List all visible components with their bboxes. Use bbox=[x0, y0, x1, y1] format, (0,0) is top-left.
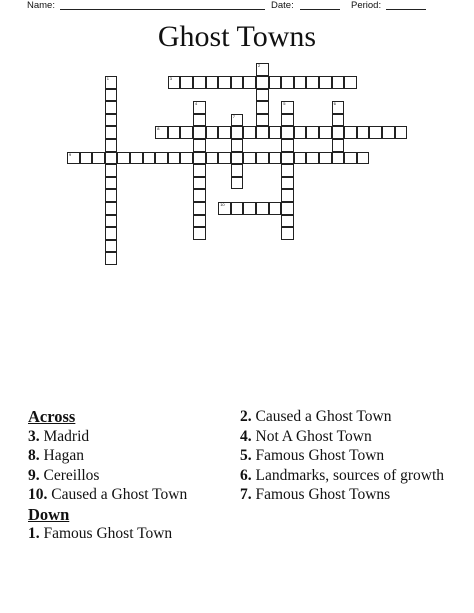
crossword-cell[interactable] bbox=[281, 139, 294, 152]
crossword-cell[interactable] bbox=[281, 76, 294, 89]
crossword-cell[interactable] bbox=[256, 101, 269, 114]
crossword-cell[interactable] bbox=[256, 126, 269, 139]
crossword-cell[interactable] bbox=[193, 101, 206, 114]
crossword-cell[interactable] bbox=[281, 202, 294, 215]
clue-number: 8. bbox=[28, 447, 40, 464]
crossword-cell[interactable] bbox=[369, 126, 382, 139]
crossword-cell[interactable] bbox=[281, 164, 294, 177]
crossword-cell[interactable] bbox=[193, 164, 206, 177]
crossword-cell[interactable] bbox=[105, 252, 118, 265]
crossword-cell[interactable] bbox=[80, 152, 93, 165]
clue-item bbox=[240, 485, 445, 505]
clue-number: 7. bbox=[240, 486, 252, 503]
cell-number: 1 bbox=[106, 76, 110, 81]
down-clue-list-left bbox=[28, 524, 228, 544]
clue-text: Landmarks, sources of growth bbox=[251, 466, 445, 484]
crossword-cell[interactable] bbox=[332, 152, 345, 165]
crossword-cell[interactable] bbox=[281, 189, 294, 202]
crossword-cell[interactable] bbox=[193, 177, 206, 190]
crossword-cell[interactable] bbox=[281, 126, 294, 139]
clue-number: 6. bbox=[240, 466, 252, 484]
cell-number: 2 bbox=[258, 63, 261, 69]
crossword-cell[interactable] bbox=[168, 76, 181, 89]
crossword-cell[interactable] bbox=[231, 202, 244, 215]
clue-number: 5. bbox=[240, 447, 252, 464]
clue-text: Not A Ghost Town bbox=[251, 427, 372, 445]
crossword-cell[interactable] bbox=[130, 152, 143, 165]
crossword-cell[interactable] bbox=[206, 126, 219, 139]
crossword-cell[interactable] bbox=[117, 152, 130, 165]
crossword-cell[interactable] bbox=[193, 76, 206, 89]
cell-number: 6 bbox=[333, 101, 336, 107]
clue-text: Famous Ghost Towns bbox=[251, 486, 391, 503]
crossword-cell[interactable] bbox=[105, 152, 118, 165]
crossword-cell[interactable] bbox=[332, 114, 345, 127]
crossword-cell[interactable] bbox=[92, 152, 105, 165]
crossword-cell[interactable] bbox=[231, 152, 244, 165]
clue-text: Madrid bbox=[39, 427, 90, 445]
crossword-cell[interactable] bbox=[218, 152, 231, 165]
crossword-cell[interactable] bbox=[344, 152, 357, 165]
crossword-cell[interactable] bbox=[193, 114, 206, 127]
down-clue-list-right bbox=[240, 407, 445, 505]
crossword-cell[interactable] bbox=[281, 215, 294, 228]
crossword-cell[interactable] bbox=[180, 152, 193, 165]
crossword-cell[interactable] bbox=[306, 76, 319, 89]
clue-item bbox=[28, 427, 228, 447]
crossword-cell[interactable] bbox=[243, 76, 256, 89]
crossword-cell[interactable] bbox=[294, 126, 307, 139]
crossword-cell[interactable] bbox=[256, 76, 269, 89]
crossword-cell[interactable] bbox=[218, 76, 231, 89]
clue-item bbox=[28, 485, 228, 505]
crossword-cell[interactable] bbox=[269, 76, 282, 89]
cell-number: 3 bbox=[169, 76, 173, 81]
crossword-cell[interactable] bbox=[231, 139, 244, 152]
crossword-cell[interactable] bbox=[105, 189, 118, 202]
crossword-cell[interactable] bbox=[269, 126, 282, 139]
clue-number: 10. bbox=[28, 486, 48, 503]
crossword-cell[interactable] bbox=[231, 114, 244, 127]
clue-item bbox=[240, 427, 445, 447]
crossword-cell[interactable] bbox=[269, 152, 282, 165]
cell-number: 5 bbox=[283, 101, 286, 107]
period-label: Period: bbox=[351, 0, 382, 11]
date-label: Date: bbox=[271, 0, 294, 11]
down-heading: Down bbox=[28, 504, 70, 524]
clue-item bbox=[28, 466, 228, 486]
crossword-cell[interactable] bbox=[218, 202, 231, 215]
clue-number: 1. bbox=[28, 525, 40, 542]
cell-number: 8 bbox=[157, 126, 160, 132]
crossword-cell[interactable] bbox=[382, 126, 395, 139]
crossword-cell[interactable] bbox=[269, 202, 282, 215]
crossword-cell[interactable] bbox=[206, 152, 219, 165]
crossword-cell[interactable] bbox=[193, 189, 206, 202]
clue-item bbox=[240, 407, 445, 427]
crossword-cell[interactable] bbox=[180, 126, 193, 139]
crossword-cell[interactable] bbox=[306, 152, 319, 165]
crossword-cell[interactable] bbox=[243, 202, 256, 215]
crossword-cell[interactable] bbox=[193, 227, 206, 240]
clue-number: 2. bbox=[240, 408, 252, 425]
crossword-cell[interactable] bbox=[294, 76, 307, 89]
crossword-cell[interactable] bbox=[231, 76, 244, 89]
crossword-cell[interactable] bbox=[332, 139, 345, 152]
crossword-cell[interactable] bbox=[193, 202, 206, 215]
crossword-cell[interactable] bbox=[256, 152, 269, 165]
crossword-cell[interactable] bbox=[193, 126, 206, 139]
crossword-cell[interactable] bbox=[105, 177, 118, 190]
crossword-cell[interactable] bbox=[105, 76, 118, 89]
crossword-cell[interactable] bbox=[256, 114, 269, 127]
clue-item bbox=[240, 446, 445, 466]
crossword-cell[interactable] bbox=[105, 240, 118, 253]
crossword-cell[interactable] bbox=[155, 152, 168, 165]
crossword-cell[interactable] bbox=[155, 126, 168, 139]
crossword-cell[interactable] bbox=[105, 215, 118, 228]
crossword-cell[interactable] bbox=[168, 152, 181, 165]
crossword-cell[interactable] bbox=[105, 164, 118, 177]
crossword-cell[interactable] bbox=[243, 152, 256, 165]
crossword-cell[interactable] bbox=[344, 126, 357, 139]
crossword-cell[interactable] bbox=[193, 152, 206, 165]
clue-item bbox=[240, 466, 445, 486]
crossword-cell[interactable] bbox=[218, 126, 231, 139]
crossword-cell[interactable] bbox=[256, 89, 269, 102]
crossword-cell[interactable] bbox=[105, 202, 118, 215]
crossword-cell[interactable] bbox=[67, 152, 80, 165]
clue-text: Cereillos bbox=[39, 466, 100, 484]
crossword-cell[interactable] bbox=[332, 126, 345, 139]
crossword-cell[interactable] bbox=[105, 101, 118, 114]
crossword-cell[interactable] bbox=[231, 126, 244, 139]
clues-right-column bbox=[240, 407, 445, 505]
crossword-cell[interactable] bbox=[306, 126, 319, 139]
crossword-cell[interactable] bbox=[206, 76, 219, 89]
cell-number: 4 bbox=[195, 101, 198, 107]
crossword-cell[interactable] bbox=[168, 126, 181, 139]
page-title: Ghost Towns bbox=[157, 20, 317, 53]
clue-text: Hagan bbox=[39, 447, 84, 464]
crossword-cell[interactable] bbox=[105, 227, 118, 240]
crossword-cell[interactable] bbox=[243, 126, 256, 139]
crossword-cell[interactable] bbox=[231, 164, 244, 177]
crossword-cell[interactable] bbox=[105, 114, 118, 127]
crossword-cell[interactable] bbox=[281, 114, 294, 127]
crossword-cell[interactable] bbox=[193, 215, 206, 228]
crossword-cell[interactable] bbox=[294, 152, 307, 165]
name-label: Name: bbox=[27, 0, 55, 11]
clue-item bbox=[28, 524, 228, 544]
crossword-cell[interactable] bbox=[395, 126, 408, 139]
crossword-cell[interactable] bbox=[319, 126, 332, 139]
clues-left-column bbox=[28, 407, 228, 544]
crossword-cell[interactable] bbox=[332, 101, 345, 114]
crossword-grid bbox=[0, 0, 474, 300]
clue-text: Famous Ghost Town bbox=[251, 447, 385, 464]
crossword-cell[interactable] bbox=[231, 177, 244, 190]
crossword-cell[interactable] bbox=[332, 76, 345, 89]
across-clue-list bbox=[28, 427, 228, 505]
across-heading: Across bbox=[28, 407, 76, 426]
crossword-cell[interactable] bbox=[105, 126, 118, 139]
crossword-cell[interactable] bbox=[193, 139, 206, 152]
clue-item bbox=[28, 446, 228, 466]
clue-number: 3. bbox=[28, 427, 40, 445]
crossword-cell[interactable] bbox=[105, 139, 118, 152]
clue-text: Famous Ghost Town bbox=[39, 525, 173, 542]
crossword-cell[interactable] bbox=[281, 152, 294, 165]
crossword-cell[interactable] bbox=[357, 126, 370, 139]
crossword-cell[interactable] bbox=[256, 63, 269, 76]
crossword-cell[interactable] bbox=[281, 227, 294, 240]
crossword-cell[interactable] bbox=[319, 76, 332, 89]
crossword-cell[interactable] bbox=[180, 76, 193, 89]
cell-number: 7 bbox=[232, 113, 236, 119]
clue-number: 9. bbox=[28, 466, 40, 484]
crossword-cell[interactable] bbox=[281, 101, 294, 114]
crossword-cell[interactable] bbox=[143, 152, 156, 165]
clue-text: Caused a Ghost Town bbox=[251, 408, 392, 425]
crossword-cell[interactable] bbox=[281, 177, 294, 190]
cell-number: 9 bbox=[69, 151, 72, 157]
crossword-cell[interactable] bbox=[319, 152, 332, 165]
clue-number: 4. bbox=[240, 427, 252, 445]
crossword-cell[interactable] bbox=[344, 76, 357, 89]
cell-number: 10 bbox=[220, 202, 225, 207]
clue-text: Caused a Ghost Town bbox=[47, 486, 188, 503]
crossword-cell[interactable] bbox=[357, 152, 370, 165]
crossword-cell[interactable] bbox=[256, 202, 269, 215]
crossword-cell[interactable] bbox=[105, 89, 118, 102]
